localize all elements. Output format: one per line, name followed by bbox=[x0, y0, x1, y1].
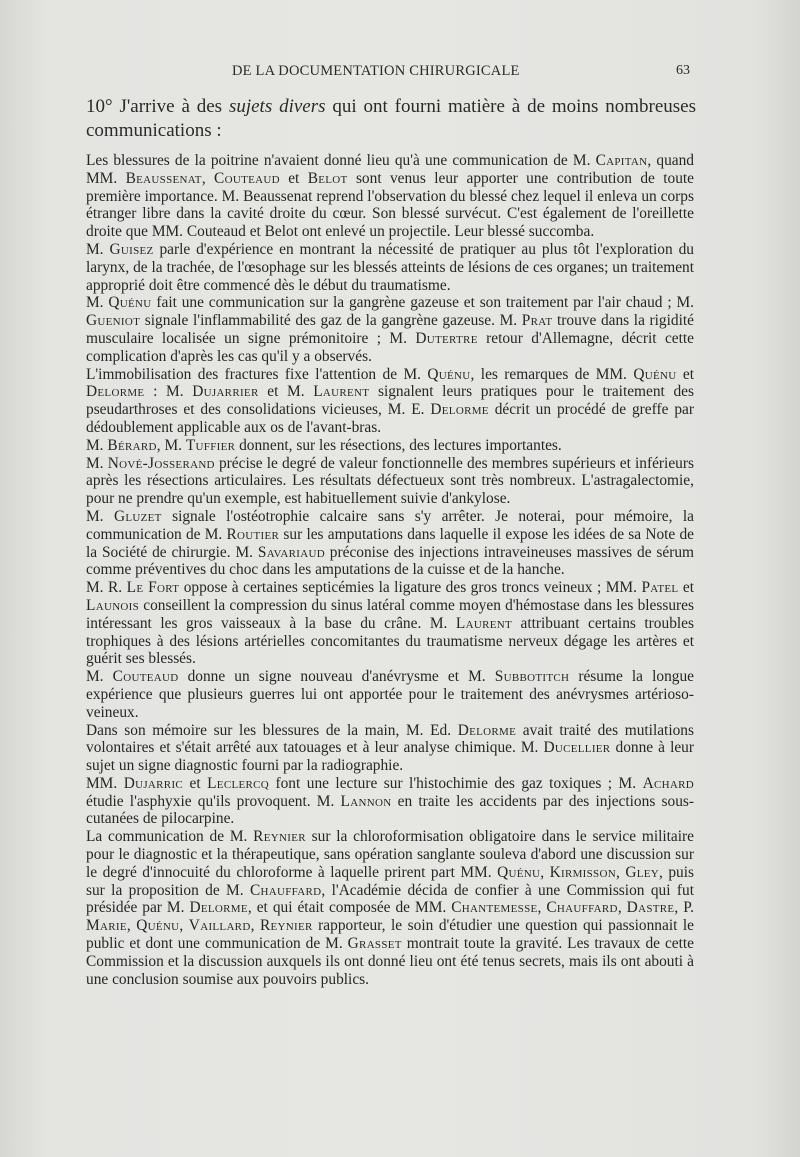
paragraph-text: M. R. bbox=[86, 579, 127, 597]
paragraph-text: précise le degré de valeur fonctionnelle des membres supérieurs et inférieurs après les résections articulaires. Les résultats défectueux sont très nombreux. L'astragalectomie, pour ne prendre qu'un exemple, est habituellement suivie d'ankylose. bbox=[86, 454, 694, 508]
paragraph-text: sur les amputations dans laquelle il expose les idées de sa Note de la Société de chirurgie. M. bbox=[86, 525, 694, 561]
running-title: DE LA DOCUMENTATION CHIRURGICALE bbox=[232, 63, 520, 79]
paragraph-text: résume la longue expérience que plusieurs guerres lui ont apportée pour le traitement des anévrysmes artérioso-veineux. bbox=[86, 668, 694, 721]
paragraph-text: M. bbox=[86, 240, 110, 258]
author-name: Guisez bbox=[109, 240, 154, 258]
author-name: Laurent bbox=[313, 383, 370, 401]
paragraph-text: , les remarques de MM. bbox=[470, 365, 634, 383]
author-name: Gley bbox=[625, 863, 660, 881]
paragraph-text: trouve dans la rigidité musculaire localisée un signe prémonitoire ; M. bbox=[86, 312, 694, 347]
paragraph-text: oppose à certaines septicémies la ligature des gros troncs veineux ; MM. bbox=[179, 579, 642, 597]
author-name: Couteaud bbox=[214, 169, 280, 187]
paragraph-text: font une lecture sur l'histochimie des gaz toxiques ; M. bbox=[269, 774, 643, 792]
author-name: Patel bbox=[641, 579, 679, 597]
author-name: Dastre bbox=[626, 899, 675, 917]
paragraph-text: sur la chloroformisation obligatoire dans le service militaire pour le diagnostic et la thérapeutique, sans opération sanglante souleva d'abord une discussion sur le degré d'innocuité du chloroforme à laquelle prirent part MM. bbox=[86, 828, 694, 881]
paragraph-text: , bbox=[201, 169, 215, 187]
paragraph-text: parle d'expérience en montrant la nécessité de pratiquer au plus tôt l'exploration du larynx, de la trachée, de l'œsophage sur les blessés atteints de lésions de ces organes; un traitement approprié doit être commencé dès le début du traumatisme. bbox=[86, 240, 694, 294]
paragraph-text: , P. bbox=[674, 899, 694, 917]
author-name: Chauffard bbox=[249, 881, 322, 899]
author-name: Le Fort bbox=[126, 579, 180, 597]
paragraph-text: , bbox=[179, 917, 189, 935]
author-name: Belot bbox=[307, 169, 348, 187]
paragraph-text: signalent leurs pratiques pour le traitement des pseudarthroses et des consolidations vicieuses, M. E. bbox=[86, 383, 694, 419]
body-paragraph bbox=[86, 828, 694, 988]
author-name: Quénu bbox=[633, 365, 677, 383]
author-name: Achard bbox=[642, 774, 694, 792]
body-paragraph bbox=[86, 668, 694, 721]
paragraph-text: , bbox=[537, 899, 547, 917]
paragraph-text: et bbox=[678, 579, 694, 597]
author-name: Quénu bbox=[136, 917, 180, 935]
paragraph-text: donnent, sur les résections, des lectures importantes. bbox=[235, 436, 562, 454]
paragraph-text: rapporteur, le soin d'étudier une question qui passionnait le public et dont une communication de M. bbox=[86, 917, 694, 953]
body-paragraph bbox=[86, 579, 694, 668]
paragraph-text: , M. bbox=[156, 436, 186, 454]
paragraph-text: et M. bbox=[258, 383, 314, 401]
author-name: Grasset bbox=[347, 935, 402, 953]
paragraph-text: Dans son mémoire sur les blessures de la main, M. Ed. bbox=[86, 721, 458, 739]
intro-emphasis: sujets divers bbox=[228, 96, 326, 117]
intro-paragraph bbox=[86, 95, 696, 143]
paragraph-text: , et qui était composée de MM. bbox=[247, 899, 452, 917]
author-name: Quénu bbox=[108, 294, 152, 312]
paragraph-text: en traite les accidents par des injections sous-cutanées de pilocarpine. bbox=[86, 792, 695, 828]
author-name: Kirmisson bbox=[549, 863, 616, 881]
page-number: 63 bbox=[676, 63, 690, 78]
paragraph-text: signale l'ostéotrophie calcaire sans s'y arrêter. Je noterai, pour mémoire, la communication de M. bbox=[86, 507, 694, 543]
author-name: Couteaud bbox=[112, 668, 179, 686]
paragraph-text: sont venus leur apporter une contribution de toute première importance. M. Beaussenat reprend l'observation du blessé chez lequel il enleva un corps étranger libre dans la cavité droite du cœur. Son blessé survécut. C'est également de l'oreillette droite que MM. Couteaud et Belot ont enlevé un projectile. Leur blessé succomba. bbox=[86, 169, 694, 241]
author-name: Prat bbox=[521, 312, 553, 330]
author-name: Delorme bbox=[86, 383, 145, 401]
paragraph-text: , bbox=[617, 899, 627, 917]
author-name: Subbotitch bbox=[494, 668, 570, 686]
body-paragraph bbox=[86, 508, 694, 579]
paragraph-text: Les blessures de la poitrine n'avaient donné lieu qu'à une communication de M. bbox=[86, 152, 596, 169]
paragraph-text: M. bbox=[86, 294, 109, 312]
paragraph-text: , bbox=[615, 863, 626, 881]
paragraph-text: avait traité des mutilations volontaires et s'était arrêté aux tatouages et à leur analyse chimique. M. bbox=[86, 721, 694, 757]
author-name: Gluzet bbox=[113, 507, 162, 525]
author-name: Chantemesse bbox=[451, 899, 538, 917]
paragraph-text: , l'Académie décida de confier à une Commission qui fut présidée par M. bbox=[86, 881, 694, 917]
author-name: Tuffier bbox=[185, 436, 236, 454]
paragraph-text: étudie l'asphyxie qu'ils provoquent. M. bbox=[86, 792, 341, 810]
paragraph-text: et bbox=[279, 169, 308, 187]
paragraph-text: , quand MM. bbox=[86, 152, 695, 187]
paragraph-text: et bbox=[183, 774, 208, 792]
page-header bbox=[0, 63, 800, 83]
paragraph-text: L'immobilisation des fractures fixe l'attention de M. bbox=[86, 365, 428, 383]
author-name: Marie bbox=[86, 917, 127, 935]
body-paragraph bbox=[86, 437, 694, 455]
author-name: Dujarric bbox=[123, 774, 184, 792]
body-paragraph bbox=[86, 241, 694, 294]
author-name: Gueniot bbox=[86, 312, 141, 330]
body-paragraph bbox=[86, 294, 694, 365]
paragraph-text: fait une communication sur la gangrène gazeuse et son traitement par l'air chaud ; M. bbox=[151, 294, 694, 312]
paragraph-text: montrait toute la gravité. Les travaux de cette Commission et la discussion auxquels ils ont donné lieu ont été tenus secrets, mais ils ont abouti à une conclusion soumise aux pouvoirs publics. bbox=[86, 935, 694, 988]
paragraph-text: M. bbox=[86, 436, 108, 454]
paragraph-text: signale l'inflammabilité des gaz de la gangrène gazeuse. M. bbox=[140, 312, 522, 330]
paragraph-text: La communication de M. bbox=[86, 828, 254, 846]
author-name: Leclercq bbox=[207, 774, 270, 792]
paragraph-text: M. bbox=[86, 507, 114, 525]
author-name: Reynier bbox=[259, 917, 313, 935]
paragraph-text: M. bbox=[86, 454, 108, 472]
body-text bbox=[86, 152, 694, 988]
author-name: Nové-Josserand bbox=[107, 454, 215, 472]
author-name: Launois bbox=[86, 596, 140, 614]
paragraph-text: retour d'Allemagne, décrit cette complication d'après les cas qu'il y a observés. bbox=[86, 329, 694, 365]
author-name: Routier bbox=[226, 525, 280, 543]
paragraph-text: , bbox=[126, 917, 137, 935]
body-paragraph bbox=[86, 722, 694, 775]
body-paragraph bbox=[86, 455, 694, 508]
paragraph-text: conseillent la compression du sinus latéral comme moyen d'hémostase dans les blessures intéressant les gros vaisseaux à la base du crâne. M. bbox=[86, 596, 694, 632]
author-name: Dujarrier bbox=[192, 383, 259, 401]
author-name: Delorme bbox=[457, 721, 517, 739]
paragraph-text: , puis sur la proposition de M. bbox=[86, 863, 695, 899]
paragraph-text: donne un signe nouveau d'anévrysme et M. bbox=[178, 668, 495, 686]
author-name: Laurent bbox=[455, 614, 512, 632]
author-name: Dutertre bbox=[415, 329, 478, 347]
paragraph-text: M. bbox=[86, 668, 113, 686]
paragraph-text: préconise des injections intraveineuses massives de sérum comme préventives du choc dans les amputations de la cuisse et de la hanche. bbox=[86, 543, 695, 579]
author-name: Chauffard bbox=[546, 899, 618, 917]
paragraph-text: et bbox=[676, 365, 694, 383]
body-paragraph bbox=[86, 366, 694, 437]
author-name: Vaillard bbox=[188, 917, 251, 935]
author-name: Lannon bbox=[340, 792, 392, 810]
author-name: Savariaud bbox=[257, 543, 325, 561]
paragraph-text: , bbox=[540, 863, 550, 881]
paragraph-text: attribuant certains troubles trophiques à des lésions artérielles concomitantes du traumatisme nerveux dégage les artères et guérit ses blessés. bbox=[86, 614, 694, 668]
author-name: Delorme bbox=[430, 401, 489, 419]
author-name: Ducellier bbox=[543, 739, 611, 757]
author-name: Quénu bbox=[497, 863, 541, 881]
author-name: Delorme bbox=[189, 899, 248, 917]
body-paragraph bbox=[86, 152, 694, 241]
paragraph-text: décrit un procédé de greffe par dédoublement applicable aux os de l'avant-bras. bbox=[86, 401, 694, 436]
paragraph-text: : M. bbox=[144, 383, 193, 401]
paragraph-text: donne à leur sujet un signe diagnostic fourni par la radiographie. bbox=[86, 739, 694, 775]
author-name: Quénu bbox=[427, 365, 471, 383]
author-name: Reynier bbox=[253, 828, 306, 846]
paragraph-text: MM. bbox=[86, 774, 124, 792]
body-paragraph bbox=[86, 775, 694, 828]
author-name: Beaussenat bbox=[125, 169, 202, 187]
intro-text-end: qui ont fourni matière à de moins nombreuses communications : bbox=[86, 96, 696, 141]
author-name: Bérard bbox=[107, 436, 157, 454]
paragraph-text: , bbox=[250, 917, 260, 935]
intro-text-start: 10° J'arrive à des bbox=[86, 96, 229, 117]
author-name: Capitan bbox=[595, 152, 648, 169]
